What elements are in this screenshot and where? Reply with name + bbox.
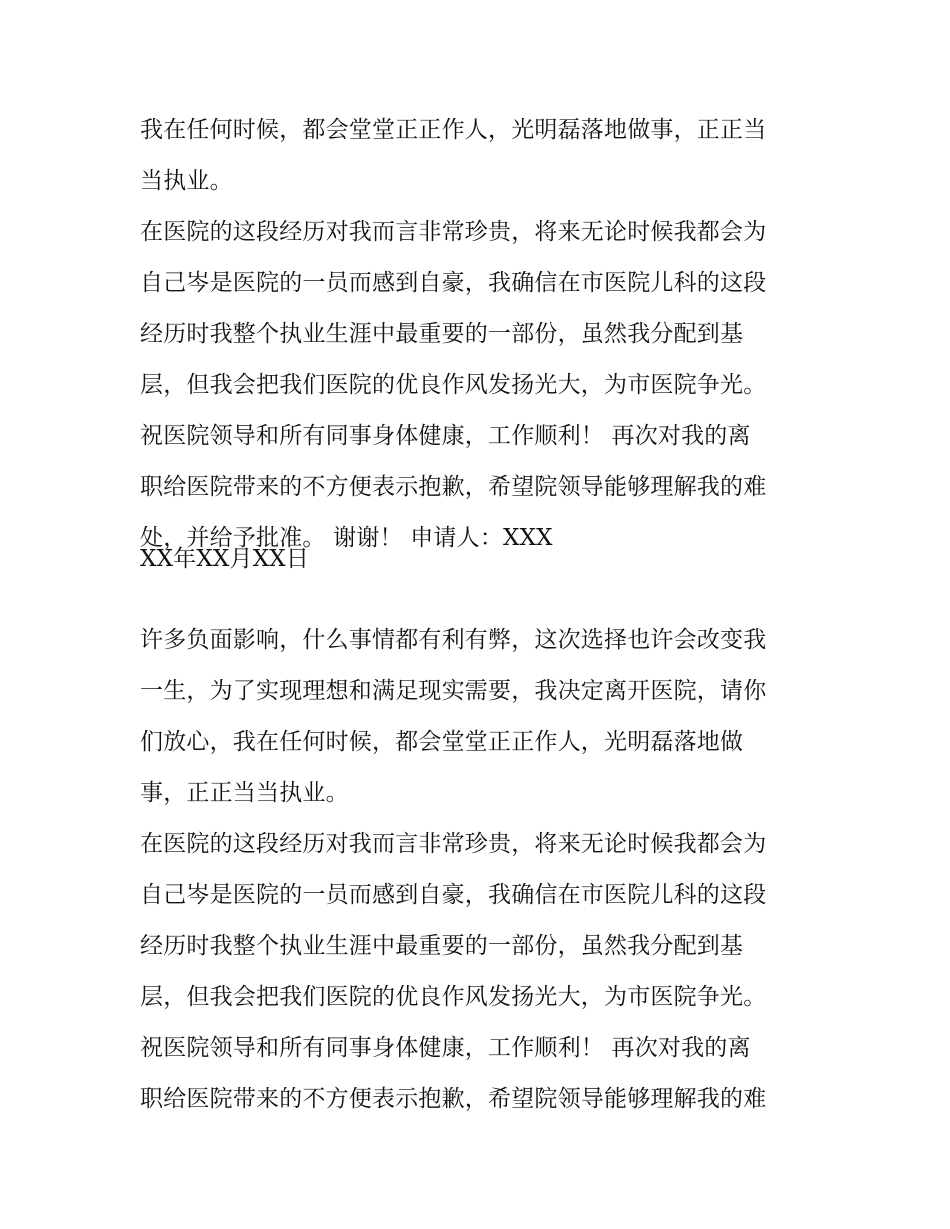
- text-line: 处，并给予批准。 谢谢！ 申请人：XXX: [140, 525, 553, 551]
- text-line: 当执业。: [140, 168, 233, 194]
- text-line: 们放心，我在任何时候，都会堂堂正正作人，光明磊落地做: [140, 729, 744, 755]
- text-line: 一生，为了实现理想和满足现实需要，我决定离开医院，请你: [140, 678, 767, 704]
- date-line: XX年XX月XX日: [140, 546, 310, 572]
- text-line: 职给医院带来的不方便表示抱歉，希望院领导能够理解我的难: [140, 1086, 767, 1112]
- text-line: 经历时我整个执业生涯中最重要的一部份，虽然我分配到基: [140, 321, 744, 347]
- text-line: 层，但我会把我们医院的优良作风发扬光大，为市医院争光。: [140, 984, 767, 1010]
- text-line: 经历时我整个执业生涯中最重要的一部份，虽然我分配到基: [140, 933, 744, 959]
- text-line: 许多负面影响，什么事情都有利有弊，这次选择也许会改变我: [140, 627, 767, 653]
- text-line: 职给医院带来的不方便表示抱歉，希望院领导能够理解我的难: [140, 474, 767, 500]
- text-line: 我在任何时候，都会堂堂正正作人，光明磊落地做事，正正当: [140, 117, 767, 143]
- text-line: 自己岑是医院的一员而感到自豪，我确信在市医院儿科的这段: [140, 270, 767, 296]
- text-line: 层，但我会把我们医院的优良作风发扬光大，为市医院争光。: [140, 372, 767, 398]
- text-line: 祝医院领导和所有同事身体健康，工作顺利！ 再次对我的离: [140, 1035, 751, 1061]
- text-line: 在医院的这段经历对我而言非常珍贵，将来无论时候我都会为: [140, 831, 767, 857]
- text-line: 祝医院领导和所有同事身体健康，工作顺利！ 再次对我的离: [140, 423, 751, 449]
- text-line: 自己岑是医院的一员而感到自豪，我确信在市医院儿科的这段: [140, 882, 767, 908]
- text-line: 在医院的这段经历对我而言非常珍贵，将来无论时候我都会为: [140, 219, 767, 245]
- text-line: 事，正正当当执业。: [140, 780, 349, 806]
